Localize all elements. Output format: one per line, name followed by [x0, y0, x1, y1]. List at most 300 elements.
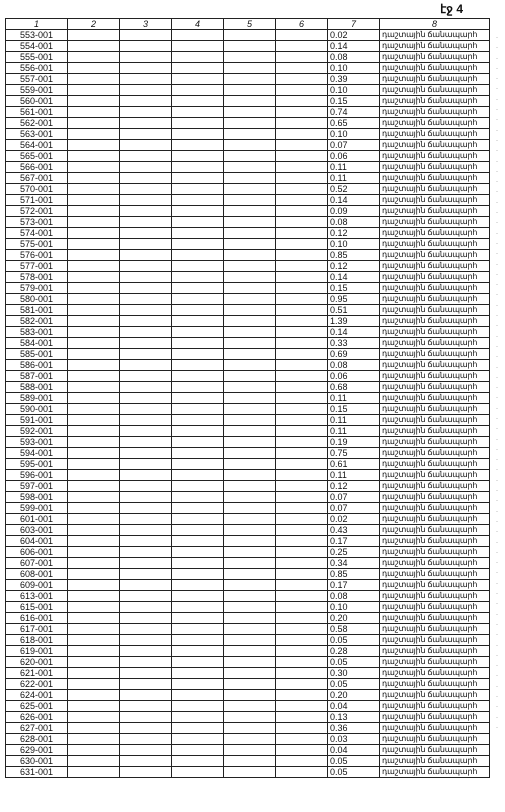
empty-cell: [68, 602, 120, 613]
margin-tick: ·: [496, 529, 498, 536]
table-row: [6, 690, 490, 701]
margin-tick: ·: [496, 467, 498, 474]
land-use-cell: դաշտային ճանապարհ: [380, 118, 490, 129]
margin-tick: ·: [496, 35, 498, 41]
empty-cell: [68, 129, 120, 140]
parcel-code-cell: 589-001: [6, 393, 68, 404]
land-use-cell: դաշտային ճանապարհ: [380, 525, 490, 536]
land-use-cell: դաշտային ճանապարհ: [380, 745, 490, 756]
empty-cell: [68, 327, 120, 338]
margin-tick: ·: [496, 560, 498, 567]
margin-tick: ·: [496, 724, 498, 731]
parcel-code-cell: 554-001: [6, 41, 68, 52]
empty-cell: [172, 558, 224, 569]
empty-cell: [172, 404, 224, 415]
margin-tick: ·: [496, 282, 498, 289]
empty-cell: [120, 140, 172, 151]
table-row: [6, 360, 490, 371]
parcel-code-cell: 556-001: [6, 63, 68, 74]
table-row: [6, 591, 490, 602]
land-use-cell: դաշտային ճանապարհ: [380, 481, 490, 492]
empty-cell: [68, 646, 120, 657]
parcel-code-cell: 601-001: [6, 514, 68, 525]
land-use-cell: դաշտային ճանապարհ: [380, 470, 490, 481]
table-row: [6, 624, 490, 635]
margin-tick: ·: [496, 621, 498, 628]
empty-cell: [224, 63, 276, 74]
parcel-code-cell: 622-001: [6, 679, 68, 690]
area-cell: 0.33: [328, 338, 380, 349]
empty-cell: [172, 646, 224, 657]
table-row: [6, 646, 490, 657]
empty-cell: [276, 63, 328, 74]
table-row: [6, 426, 490, 437]
area-cell: 0.05: [328, 767, 380, 778]
area-cell: 0.11: [328, 173, 380, 184]
empty-cell: [120, 327, 172, 338]
area-cell: 0.04: [328, 701, 380, 712]
empty-cell: [120, 536, 172, 547]
land-use-cell: դաշտային ճանապարհ: [380, 679, 490, 690]
empty-cell: [224, 536, 276, 547]
empty-cell: [276, 272, 328, 283]
empty-cell: [120, 767, 172, 778]
empty-cell: [276, 228, 328, 239]
land-use-cell: դաշտային ճանապարհ: [380, 250, 490, 261]
land-use-cell: դաշտային ճանապարհ: [380, 63, 490, 74]
empty-cell: [224, 602, 276, 613]
empty-cell: [276, 107, 328, 118]
land-use-cell: դաշտային ճանապարհ: [380, 349, 490, 360]
parcel-code-cell: 587-001: [6, 371, 68, 382]
empty-cell: [224, 327, 276, 338]
margin-tick: ·: [496, 714, 498, 721]
empty-cell: [276, 668, 328, 679]
empty-cell: [276, 305, 328, 316]
margin-tick: ·: [496, 385, 498, 392]
empty-cell: [68, 437, 120, 448]
land-use-cell: դաշտային ճանապարհ: [380, 459, 490, 470]
land-use-cell: դաշտային ճանապարհ: [380, 426, 490, 437]
margin-tick: ·: [496, 117, 498, 124]
table-row: [6, 404, 490, 415]
empty-cell: [224, 360, 276, 371]
empty-cell: [68, 184, 120, 195]
table-row: [6, 602, 490, 613]
margin-tick: ·: [496, 189, 498, 196]
empty-cell: [68, 690, 120, 701]
empty-cell: [68, 63, 120, 74]
empty-cell: [224, 657, 276, 668]
empty-cell: [120, 624, 172, 635]
empty-cell: [172, 316, 224, 327]
empty-cell: [276, 547, 328, 558]
area-cell: 0.07: [328, 492, 380, 503]
area-cell: 0.20: [328, 613, 380, 624]
parcel-code-cell: 586-001: [6, 360, 68, 371]
land-use-cell: դաշտային ճանապարհ: [380, 591, 490, 602]
empty-cell: [224, 382, 276, 393]
empty-cell: [68, 140, 120, 151]
land-use-cell: դաշտային ճանապարհ: [380, 184, 490, 195]
empty-cell: [172, 415, 224, 426]
empty-cell: [276, 294, 328, 305]
empty-cell: [120, 569, 172, 580]
area-cell: 0.12: [328, 481, 380, 492]
parcel-code-cell: 575-001: [6, 239, 68, 250]
empty-cell: [120, 349, 172, 360]
empty-cell: [276, 591, 328, 602]
parcel-code-cell: 595-001: [6, 459, 68, 470]
empty-cell: [172, 580, 224, 591]
empty-cell: [224, 547, 276, 558]
empty-cell: [276, 470, 328, 481]
empty-cell: [120, 393, 172, 404]
table-row: [6, 679, 490, 690]
area-cell: 0.28: [328, 646, 380, 657]
empty-cell: [120, 206, 172, 217]
margin-tick: ·: [496, 498, 498, 505]
area-cell: 1.39: [328, 316, 380, 327]
area-cell: 0.03: [328, 734, 380, 745]
empty-cell: [276, 536, 328, 547]
land-use-cell: դաշտային ճանապարհ: [380, 228, 490, 239]
table-row: [6, 162, 490, 173]
area-cell: 0.68: [328, 382, 380, 393]
empty-cell: [224, 338, 276, 349]
empty-cell: [68, 492, 120, 503]
empty-cell: [120, 558, 172, 569]
empty-cell: [172, 294, 224, 305]
table-row: [6, 536, 490, 547]
empty-cell: [276, 558, 328, 569]
parcel-code-cell: 555-001: [6, 52, 68, 63]
parcel-code-cell: 628-001: [6, 734, 68, 745]
parcel-code-cell: 598-001: [6, 492, 68, 503]
margin-tick: ·: [496, 240, 498, 247]
area-cell: 0.51: [328, 305, 380, 316]
table-row: [6, 668, 490, 679]
empty-cell: [68, 624, 120, 635]
empty-cell: [120, 712, 172, 723]
empty-cell: [276, 360, 328, 371]
area-cell: 0.85: [328, 250, 380, 261]
empty-cell: [276, 327, 328, 338]
land-use-cell: դաշտային ճանապարհ: [380, 514, 490, 525]
empty-cell: [276, 41, 328, 52]
table-row: [6, 657, 490, 668]
table-row: [6, 151, 490, 162]
margin-tick: ·: [496, 148, 498, 155]
area-cell: 0.15: [328, 96, 380, 107]
empty-cell: [68, 679, 120, 690]
margin-tick: ·: [496, 683, 498, 690]
empty-cell: [276, 74, 328, 85]
margin-tick: ·: [496, 354, 498, 361]
empty-cell: [172, 569, 224, 580]
empty-cell: [224, 206, 276, 217]
empty-cell: [276, 371, 328, 382]
land-parcel-table: [5, 18, 490, 778]
table-row: [6, 206, 490, 217]
empty-cell: [68, 239, 120, 250]
empty-cell: [172, 657, 224, 668]
parcel-code-cell: 585-001: [6, 349, 68, 360]
empty-cell: [120, 228, 172, 239]
margin-tick: ·: [496, 199, 498, 206]
empty-cell: [276, 723, 328, 734]
margin-tick: ·: [496, 704, 498, 711]
table-row: [6, 613, 490, 624]
empty-cell: [120, 217, 172, 228]
empty-cell: [172, 30, 224, 41]
empty-cell: [172, 228, 224, 239]
land-use-cell: դաշտային ճանապարհ: [380, 723, 490, 734]
parcel-code-cell: 577-001: [6, 261, 68, 272]
table-row: [6, 294, 490, 305]
empty-cell: [120, 525, 172, 536]
column-header-3: 3: [120, 19, 172, 30]
land-use-cell: դաշտային ճանապարհ: [380, 404, 490, 415]
area-cell: 0.25: [328, 547, 380, 558]
table-row: [6, 514, 490, 525]
table-row: [6, 580, 490, 591]
empty-cell: [172, 239, 224, 250]
empty-cell: [172, 448, 224, 459]
empty-cell: [68, 756, 120, 767]
margin-tick: ·: [496, 591, 498, 598]
margin-tick: ·: [496, 642, 498, 649]
parcel-code-cell: 588-001: [6, 382, 68, 393]
table-row: [6, 492, 490, 503]
empty-cell: [276, 525, 328, 536]
column-header-row: [6, 19, 490, 30]
empty-cell: [276, 624, 328, 635]
empty-cell: [276, 503, 328, 514]
area-cell: 0.10: [328, 602, 380, 613]
empty-cell: [224, 569, 276, 580]
empty-cell: [120, 118, 172, 129]
empty-cell: [172, 602, 224, 613]
parcel-code-cell: 572-001: [6, 206, 68, 217]
empty-cell: [68, 206, 120, 217]
empty-cell: [224, 195, 276, 206]
margin-tick: ·: [496, 436, 498, 443]
empty-cell: [224, 767, 276, 778]
empty-cell: [276, 734, 328, 745]
empty-cell: [224, 118, 276, 129]
parcel-code-cell: 606-001: [6, 547, 68, 558]
parcel-code-cell: 621-001: [6, 668, 68, 679]
area-cell: 0.07: [328, 140, 380, 151]
empty-cell: [224, 723, 276, 734]
land-use-cell: դաշտային ճանապարհ: [380, 261, 490, 272]
empty-cell: [120, 360, 172, 371]
land-use-cell: դաշտային ճանապարհ: [380, 360, 490, 371]
empty-cell: [276, 129, 328, 140]
table-row: [6, 734, 490, 745]
land-use-cell: դաշտային ճանապարհ: [380, 173, 490, 184]
empty-cell: [172, 162, 224, 173]
empty-cell: [120, 492, 172, 503]
land-use-cell: դաշտային ճանապարհ: [380, 635, 490, 646]
parcel-code-cell: 599-001: [6, 503, 68, 514]
area-cell: 0.04: [328, 745, 380, 756]
table-row: [6, 305, 490, 316]
table-row: [6, 338, 490, 349]
margin-tick: ·: [496, 364, 498, 371]
parcel-code-cell: 578-001: [6, 272, 68, 283]
parcel-code-cell: 582-001: [6, 316, 68, 327]
table-row: [6, 41, 490, 52]
margin-tick: ·: [496, 663, 498, 670]
empty-cell: [172, 712, 224, 723]
area-cell: 0.95: [328, 294, 380, 305]
empty-cell: [68, 41, 120, 52]
land-use-cell: դաշտային ճանապարհ: [380, 646, 490, 657]
empty-cell: [172, 107, 224, 118]
empty-cell: [172, 745, 224, 756]
margin-tick: ·: [496, 137, 498, 144]
empty-cell: [172, 767, 224, 778]
empty-cell: [224, 613, 276, 624]
area-cell: 0.58: [328, 624, 380, 635]
area-cell: 0.02: [328, 514, 380, 525]
empty-cell: [68, 426, 120, 437]
empty-cell: [120, 470, 172, 481]
empty-cell: [68, 305, 120, 316]
empty-cell: [172, 52, 224, 63]
table-row: [6, 712, 490, 723]
empty-cell: [172, 305, 224, 316]
empty-cell: [172, 382, 224, 393]
empty-cell: [224, 151, 276, 162]
empty-cell: [276, 712, 328, 723]
empty-cell: [276, 140, 328, 151]
empty-cell: [276, 481, 328, 492]
empty-cell: [224, 30, 276, 41]
margin-tick: ·: [496, 652, 498, 659]
area-cell: 0.11: [328, 162, 380, 173]
land-use-cell: դաշտային ճանապարհ: [380, 712, 490, 723]
land-use-cell: դաշտային ճանապարհ: [380, 492, 490, 503]
empty-cell: [276, 635, 328, 646]
empty-cell: [68, 745, 120, 756]
table-row: [6, 239, 490, 250]
land-use-cell: դաշտային ճանապարհ: [380, 107, 490, 118]
empty-cell: [224, 492, 276, 503]
land-use-cell: դաշտային ճանապարհ: [380, 162, 490, 173]
table-row: [6, 547, 490, 558]
parcel-code-cell: 583-001: [6, 327, 68, 338]
empty-cell: [224, 107, 276, 118]
empty-cell: [120, 635, 172, 646]
area-cell: 0.43: [328, 525, 380, 536]
empty-cell: [68, 371, 120, 382]
area-cell: 0.11: [328, 470, 380, 481]
page-number-label: էջ 4: [440, 2, 463, 16]
land-use-cell: դաշտային ճանապարհ: [380, 239, 490, 250]
empty-cell: [68, 294, 120, 305]
margin-tick: ·: [496, 694, 498, 700]
empty-cell: [276, 184, 328, 195]
margin-tick: ·: [496, 323, 498, 330]
area-cell: 0.19: [328, 437, 380, 448]
empty-cell: [224, 305, 276, 316]
empty-cell: [172, 624, 224, 635]
margin-tick: ·: [496, 210, 498, 217]
empty-cell: [224, 294, 276, 305]
table-row: [6, 228, 490, 239]
parcel-code-cell: 565-001: [6, 151, 68, 162]
empty-cell: [120, 261, 172, 272]
area-cell: 0.13: [328, 712, 380, 723]
empty-cell: [276, 195, 328, 206]
empty-cell: [68, 591, 120, 602]
empty-cell: [172, 690, 224, 701]
margin-tick: ·: [496, 673, 498, 680]
empty-cell: [276, 426, 328, 437]
land-use-cell: դաշտային ճանապարհ: [380, 382, 490, 393]
empty-cell: [276, 756, 328, 767]
empty-cell: [172, 536, 224, 547]
parcel-code-cell: 596-001: [6, 470, 68, 481]
empty-cell: [68, 525, 120, 536]
margin-tick: ·: [496, 632, 498, 639]
empty-cell: [120, 547, 172, 558]
land-use-cell: դաշտային ճանապարհ: [380, 338, 490, 349]
margin-tick: ·: [496, 168, 498, 175]
area-cell: 0.36: [328, 723, 380, 734]
land-use-cell: դաշտային ճանապարհ: [380, 437, 490, 448]
parcel-code-cell: 609-001: [6, 580, 68, 591]
parcel-code-cell: 608-001: [6, 569, 68, 580]
parcel-code-cell: 627-001: [6, 723, 68, 734]
land-use-cell: դաշտային ճանապարհ: [380, 327, 490, 338]
empty-cell: [120, 668, 172, 679]
empty-cell: [120, 514, 172, 525]
empty-cell: [120, 85, 172, 96]
empty-cell: [120, 162, 172, 173]
area-cell: 0.14: [328, 272, 380, 283]
empty-cell: [172, 283, 224, 294]
empty-cell: [224, 173, 276, 184]
margin-tick: ·: [496, 374, 498, 381]
parcel-code-cell: 615-001: [6, 602, 68, 613]
empty-cell: [120, 701, 172, 712]
empty-cell: [224, 162, 276, 173]
empty-cell: [68, 415, 120, 426]
empty-cell: [276, 382, 328, 393]
parcel-code-cell: 560-001: [6, 96, 68, 107]
empty-cell: [224, 459, 276, 470]
table-row: [6, 107, 490, 118]
empty-cell: [224, 448, 276, 459]
land-use-cell: դաշտային ճանապարհ: [380, 294, 490, 305]
empty-cell: [172, 393, 224, 404]
table-row: [6, 316, 490, 327]
empty-cell: [172, 503, 224, 514]
empty-cell: [276, 569, 328, 580]
parcel-code-cell: 616-001: [6, 613, 68, 624]
table-row: [6, 30, 490, 41]
margin-tick: ·: [496, 570, 498, 577]
empty-cell: [120, 723, 172, 734]
parcel-code-cell: 561-001: [6, 107, 68, 118]
empty-cell: [172, 613, 224, 624]
empty-cell: [276, 437, 328, 448]
area-cell: 0.52: [328, 184, 380, 195]
